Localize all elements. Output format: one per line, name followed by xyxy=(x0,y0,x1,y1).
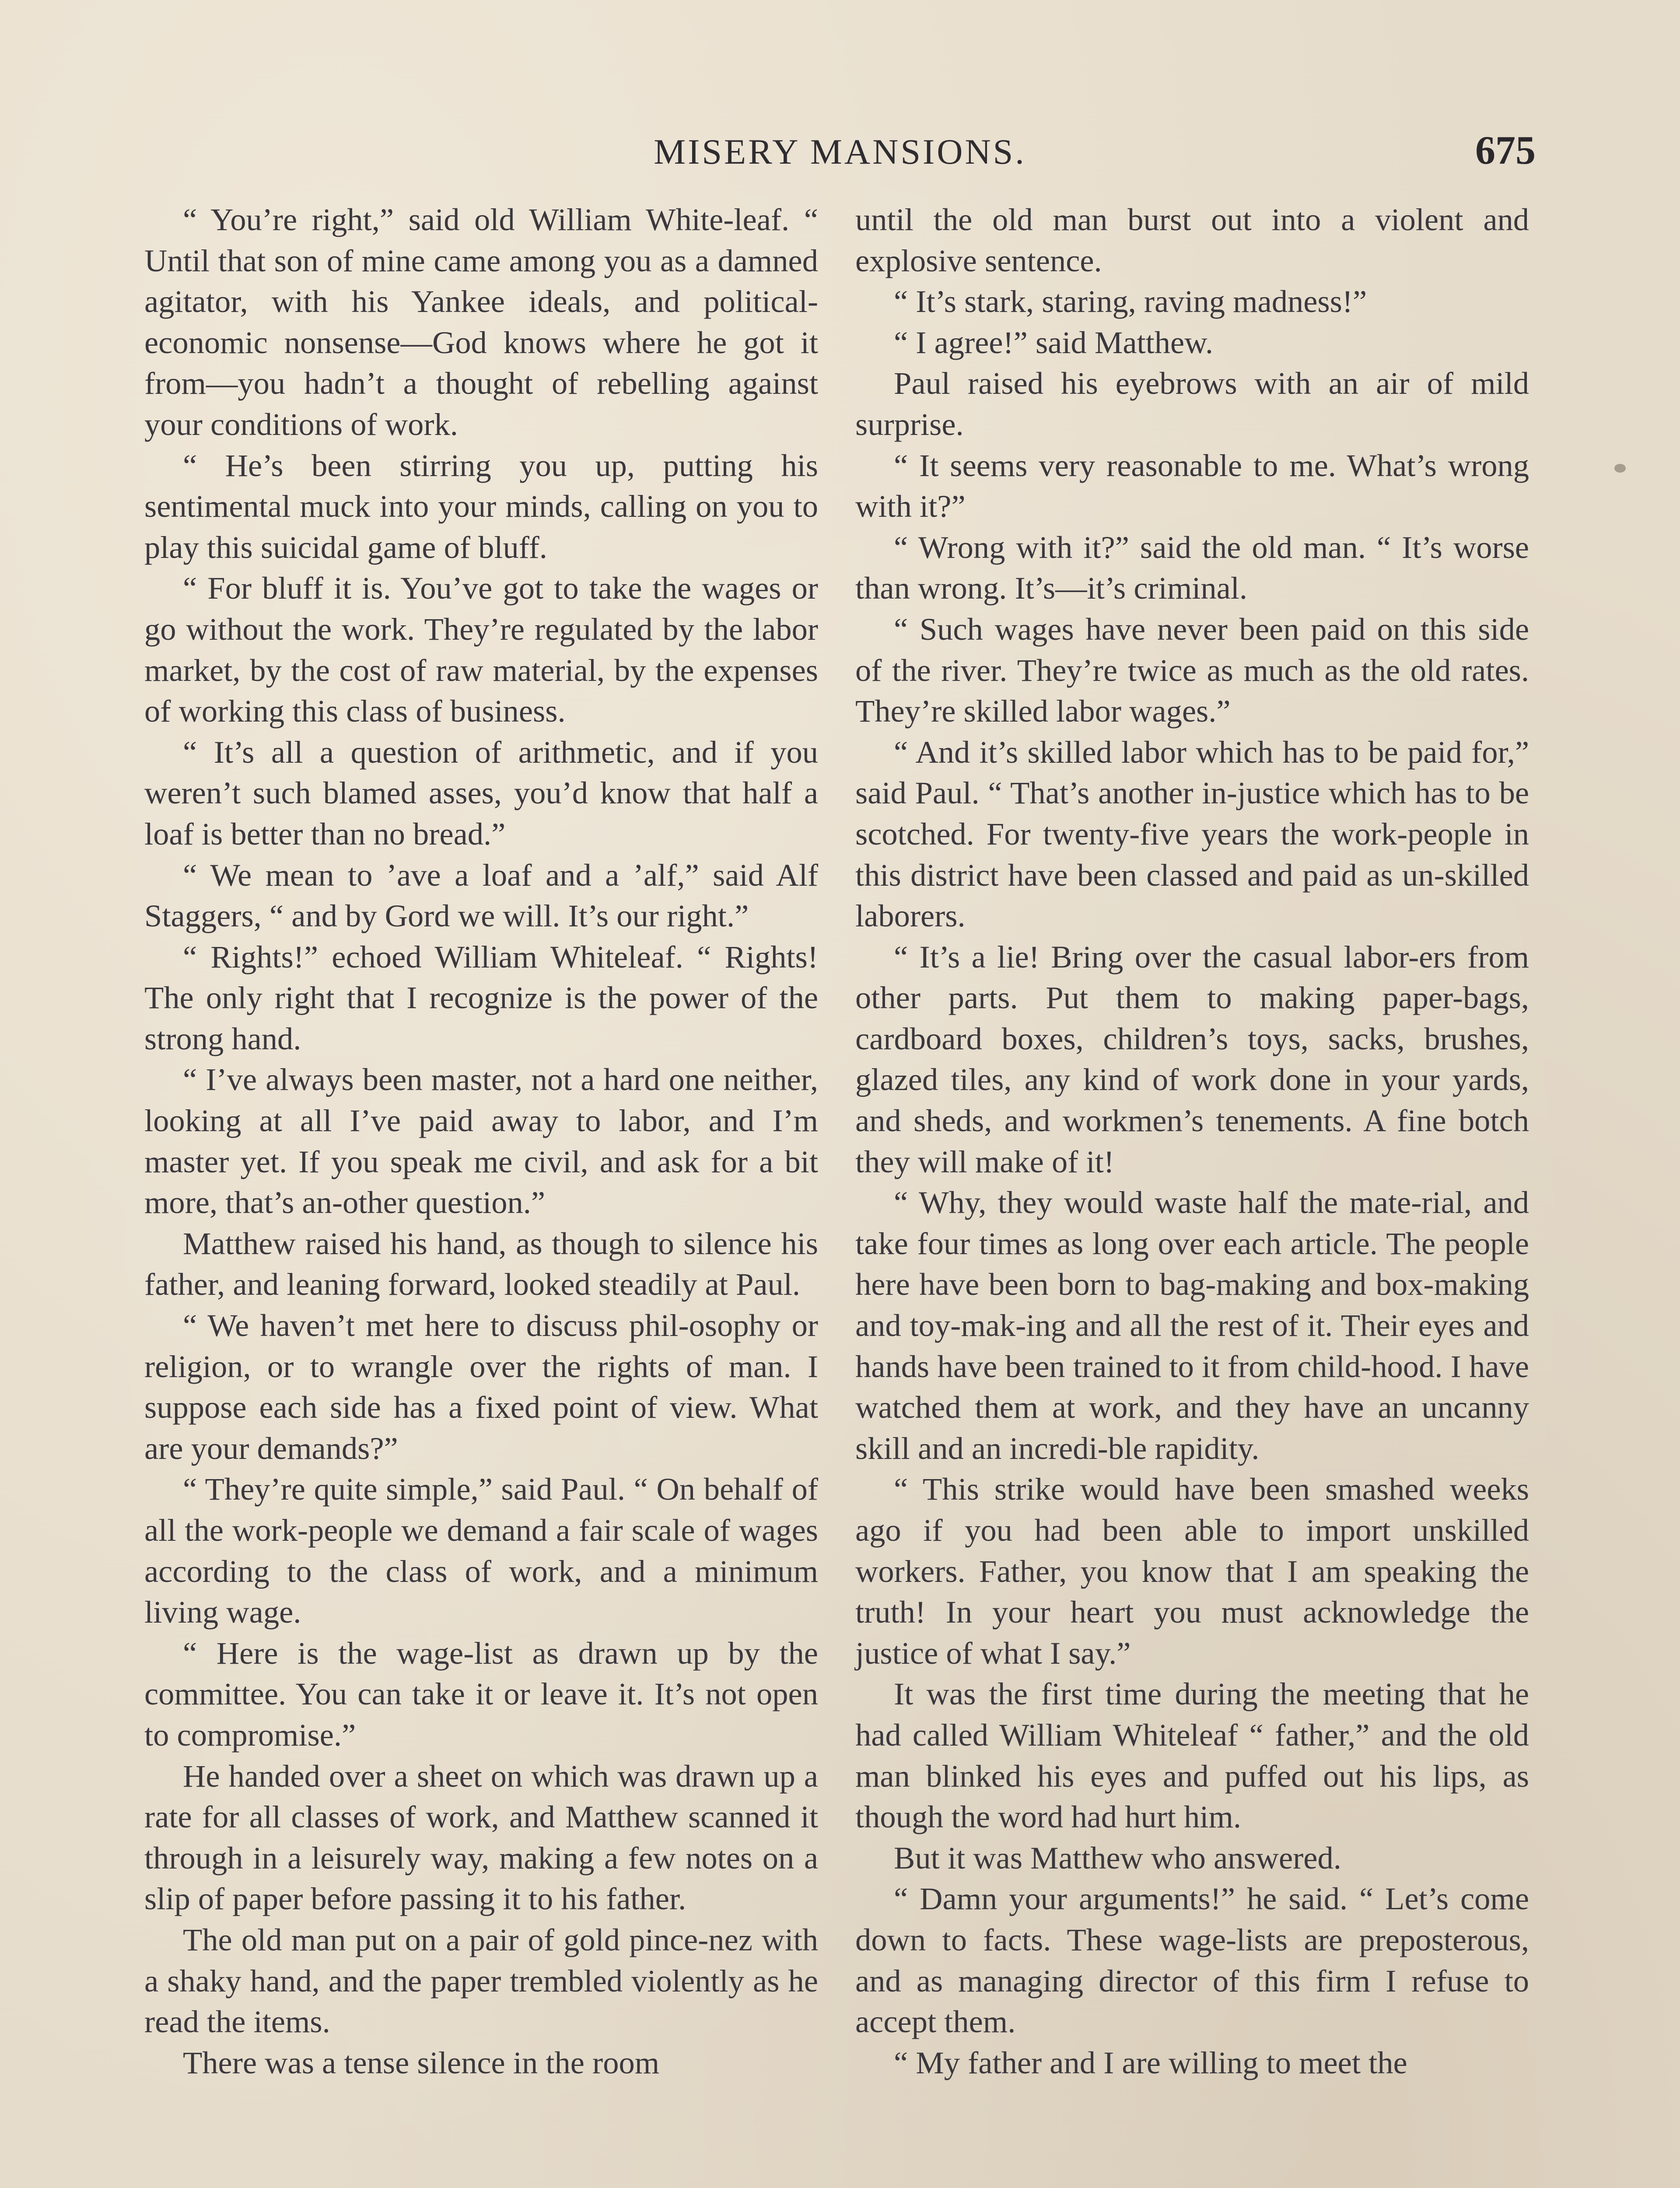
paragraph: But it was Matthew who answered. xyxy=(894,1840,1341,1876)
paragraph: “ This strike would have been smashed weeks ago if you had been able to import unskilled workers. Father, you know that I am speaking the truth! In your heart you must acknowledge the justice of what I say.” xyxy=(855,1471,1529,1671)
paragraph: “ He’s been stirring you up, putting his sentimental muck into your minds, calling on you to play this suicidal game of bluff. xyxy=(144,447,818,565)
paragraph: “ We mean to ’ave a loaf and a ’alf,” said Alf Staggers, “ and by Gord we will. It’s our right.” xyxy=(144,857,818,934)
paragraph: “ Rights!” echoed William Whiteleaf. “ Rights! The only right that I recognize is the power of the strong hand. xyxy=(144,939,818,1056)
paragraph: “ It’s stark, staring, raving madness!” xyxy=(894,284,1367,319)
paragraph: “ Here is the wage-list as drawn up by the committee. You can take it or leave it. It’s not open to compromise.” xyxy=(144,1635,818,1753)
paragraph: “ Wrong with it?” said the old man. “ It’s worse than wrong. It’s—it’s criminal. xyxy=(855,529,1529,606)
paragraph: “ We haven’t met here to discuss phil-osophy or religion, or to wrangle over the rights of man. I suppose each side has a fixed point of view. What are your demands?” xyxy=(144,1308,818,1466)
paragraph: Matthew raised his hand, as though to silence his father, and leaning forward, looked steadily at Paul. xyxy=(144,1225,818,1302)
paragraph: “ And it’s skilled labor which has to be paid for,” said Paul. “ That’s another in-justice which has to be scotched. For twenty-five years the work-people in this district have been classed and paid as un-skilled laborers. xyxy=(855,734,1529,934)
running-title: MISERY MANSIONS. xyxy=(654,132,1026,172)
paragraph: “ Damn your arguments!” he said. “ Let’s come down to facts. These wage-lists are preposterous, and as managing director of this firm I refuse to accept them. xyxy=(855,1881,1529,2040)
paper-speck xyxy=(1614,464,1626,473)
paragraph: “ You’re right,” said old William White-leaf. “ Until that son of mine came among you as a damned agitator, with his Yankee ideals, and political-economic nonsense—God knows where he got it from—you hadn’t a thought of rebelling against your conditions of work. xyxy=(144,202,818,442)
paragraph: “ They’re quite simple,” said Paul. “ On behalf of all the work-people we demand a fair scale of wages according to the class of work, and a minimum living wage. xyxy=(144,1471,818,1630)
left-text-column xyxy=(144,199,818,2083)
paragraph: There was a tense silence in the room xyxy=(183,2044,660,2080)
paragraph: until the old man burst out into a violent and explosive sentence. xyxy=(855,202,1529,278)
paragraph: “ I’ve always been master, not a hard one neither, looking at all I’ve paid away to labor, and I’m master yet. If you speak me civil, and ask for a bit more, that’s an-other question.” xyxy=(144,1062,818,1220)
paragraph: “ It’s all a question of arithmetic, and if you weren’t such blamed asses, you’d know that half a loaf is better than no bread.” xyxy=(144,734,818,852)
running-head xyxy=(144,127,1536,179)
paragraph: “ Why, they would waste half the mate-rial, and take four times as long over each article. The people here have been born to bag-making and box-making and toy-mak-ing and all the rest of it. Their eyes and hands have been trained to it from child-hood. I have watched them at work, and they have an uncanny skill and an incredi-ble rapidity. xyxy=(855,1185,1529,1466)
paragraph: “ I agree!” said Matthew. xyxy=(894,324,1213,360)
right-text-column xyxy=(855,199,1529,2083)
paragraph: The old man put on a pair of gold pince-nez with a shaky hand, and the paper trembled violently as he read the items. xyxy=(144,1922,818,2040)
paragraph: “ It seems very reasonable to me. What’s wrong with it?” xyxy=(855,447,1529,524)
page-number: 675 xyxy=(1475,128,1536,172)
paragraph: “ It’s a lie! Bring over the casual labor-ers from other parts. Put them to making paper-bags, cardboard boxes, children’s toys, sacks, brushes, glazed tiles, any kind of work done in your yards, and sheds, and workmen’s tenements. A fine botch they will make of it! xyxy=(855,939,1529,1179)
paragraph: “ My father and I are willing to meet the xyxy=(894,2044,1407,2080)
paragraph: It was the first time during the meeting that he had called William Whiteleaf “ father,” and the old man blinked his eyes and puffed out his lips, as though the word had hurt him. xyxy=(855,1676,1529,1835)
paragraph: “ For bluff it is. You’ve got to take the wages or go without the work. They’re regulated by the labor market, by the cost of raw material, by the expenses of working this class of business. xyxy=(144,570,818,729)
paragraph: He handed over a sheet on which was drawn up a rate for all classes of work, and Matthew scanned it through in a leisurely way, making a few notes on a slip of paper before passing it to his father. xyxy=(144,1758,818,1917)
paragraph: “ Such wages have never been paid on this side of the river. They’re twice as much as the old rates. They’re skilled labor wages.” xyxy=(855,611,1529,729)
paragraph: Paul raised his eyebrows with an air of mild surprise. xyxy=(855,365,1529,442)
